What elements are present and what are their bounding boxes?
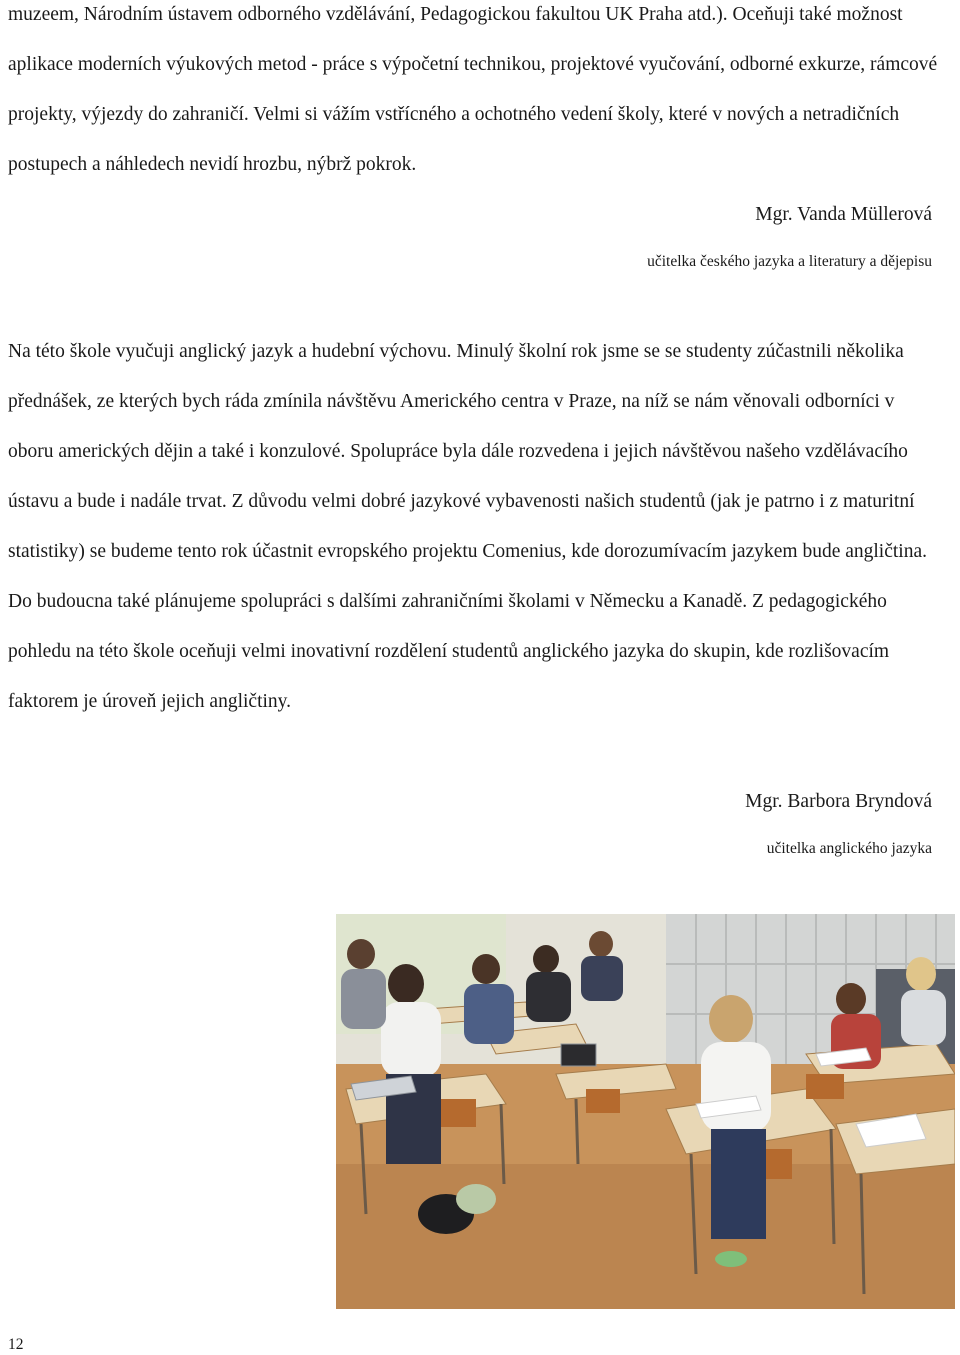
paragraph-intro: muzeem, Národním ústavem odborného vzdělávání, Pedagogickou fakultou UK Praha atd.). Oceňuji také možnost aplikace moderních výukových metod - práce s výpočetní technikou, projektové vyučování, odborné exkurze, rámcové projekty, výjezdy do zahraničí. Velmi si vážím vstřícného a ochotného vedení školy, které v nových a netradičních postupech a náhledech nevidí hrozbu, nýbrž pokrok. [8,4,938,175]
classroom-photo [336,914,955,1309]
signature-role-bryndova: učitelka anglického jazyka [766,840,932,857]
signature-name-mullerova: Mgr. Vanda Müllerová [755,204,932,225]
signature-name-bryndova: Mgr. Barbora Bryndová [745,791,932,812]
signature-role-mullerova: učitelka českého jazyka a literatury a dějepisu [647,253,932,270]
paragraph-english-teacher: Na této škole vyučuji anglický jazyk a hudební výchovu. Minulý školní rok jsme se se studenty zúčastnili několika přednášek, ze kterých bych ráda zmínila návštěvu Amerického centra v Praze, na níž se nám věnovali odborníci v oboru amerických dějin a také i konzulové. Spolupráce byla dále rozvedena i jejich návštěvou našeho vzdělávacího ústavu a bude i nadále trvat. Z důvodu velmi dobré jazykové vybavenosti našich studentů (jak je patrno i z maturitní statistiky) se budeme tento rok účastnit evropského projektu Comenius, kde dorozumívacím jazykem bude angličtina. Do budoucna také plánujeme spolupráci s dalšími zahraničními školami v Německu a Kanadě. Z pedagogického pohledu na této škole oceňuji velmi inovativní rozdělení studentů anglického jazyka do skupin, kde rozlišovacím faktorem je úroveň jejich angličtiny. [8,341,927,712]
page-number: 12 [8,1336,24,1353]
